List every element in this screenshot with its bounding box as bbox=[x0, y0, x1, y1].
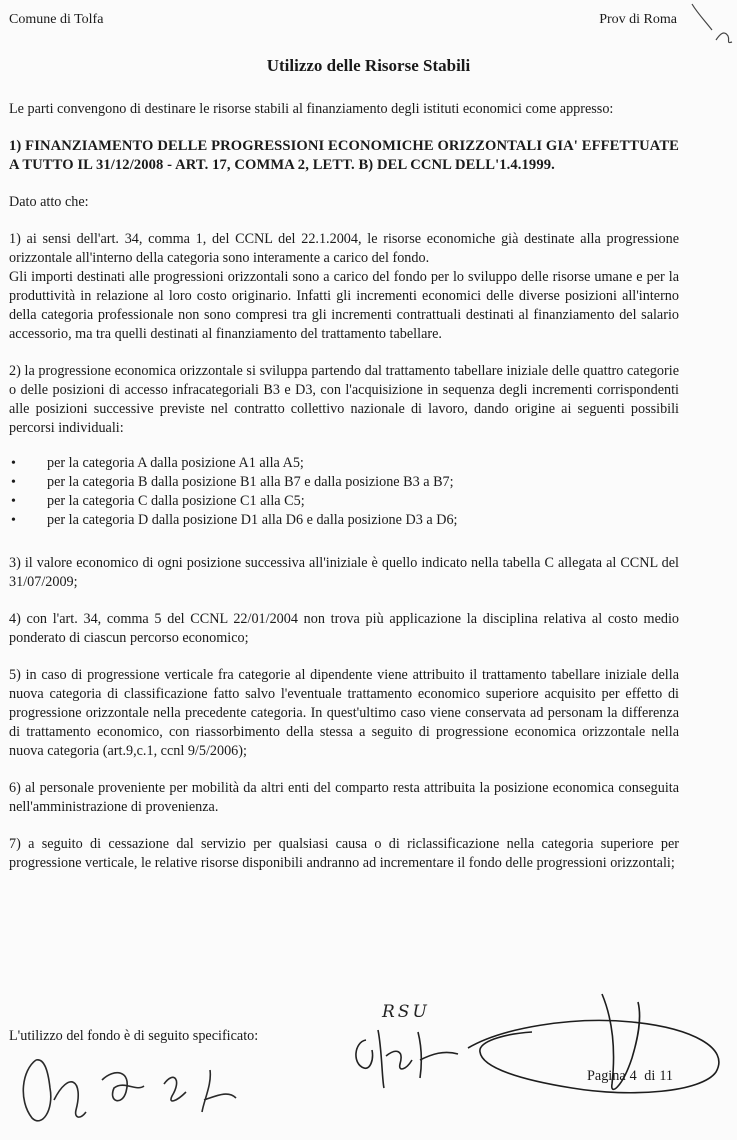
point-1-continuation: Gli importi destinati alle progressioni orizzontali sono a carico del fondo per lo sviluppo delle risorse umane e per la produttività in relazione al loro costo originario. Infatti gli incrementi economici delle diverse posizioni all'interno della categoria professionale non sono compresi tra gli incrementi contrattuali destinati al finanziamento del salario accessorio, ma tra quelli destinati al finanziamento del trattamento tabellare. bbox=[9, 269, 679, 342]
paragraph-point-1 bbox=[9, 230, 679, 344]
paragraph-point-6: 6) al personale proveniente per mobilità da altri enti del comparto resta attribuita la posizione economica conseguita nell'amministrazione di provenienza. bbox=[9, 780, 679, 815]
signature-right-loop bbox=[462, 988, 732, 1108]
signature-middle bbox=[348, 1020, 468, 1090]
page-total: 11 bbox=[659, 1068, 673, 1084]
page-word: Pagina bbox=[587, 1068, 626, 1084]
dato-atto-line: Dato atto che: bbox=[9, 194, 89, 210]
paragraph-point-5: 5) in caso di progressione verticale fra categorie al dipendente viene attribuito il trattamento tabellare iniziale della nuova categoria di classificazione fatto salvo l'eventuale trattamento economico superiore acquisito per effetto di progressione orizzontale nella precedente categoria. In quest'ultimo caso viene conservata ad personam la differenza di trattamento economico, con riassorbimento della stessa a seguito di progressione economica orizzontale nella nuova categoria (art.9,c.1, ccnl 9/5/2006); bbox=[9, 667, 679, 759]
paragraph-point-2: 2) la progressione economica orizzontale si sviluppa partendo dal trattamento tabellare iniziale delle quattro categorie o delle posizioni di accesso infracategoriali B3 e D3, con l'acquisizione in sequenza degli incrementi corrispondenti alle posizioni successive previste nel contratto collettivo nazionale di lavoro, dando origine ai seguenti possibili percorsi individuali: bbox=[9, 363, 679, 436]
page-current: 4 bbox=[629, 1068, 637, 1084]
list-item: • per la categoria B dalla posizione B1 alla B7 e dalla posizione B3 a B7; bbox=[9, 473, 679, 492]
point-1-text: 1) ai sensi dell'art. 34, comma 1, del CCNL del 22.1.2004, le risorse economiche già destinate alla progressione orizzontale all'interno della categoria sono interamente a carico del fondo. bbox=[9, 231, 679, 266]
list-item: • per la categoria A dalla posizione A1 alla A5; bbox=[9, 454, 679, 473]
rsu-handwritten-mark: RSU bbox=[382, 1002, 430, 1022]
header-province: Prov di Roma bbox=[599, 12, 677, 27]
document-body bbox=[9, 100, 679, 891]
list-item: • per la categoria C dalla posizione C1 alla C5; bbox=[9, 492, 679, 511]
page-number bbox=[587, 1068, 677, 1085]
paragraph-point-7: 7) a seguito di cessazione dal servizio per qualsiasi causa o di riclassificazione nella categoria superiore per progressione verticale, le relative risorse disponibili andranno ad incrementare il fondo delle progressioni orizzontali; bbox=[9, 836, 679, 871]
page-title: Utilizzo delle Risorse Stabili bbox=[266, 56, 471, 75]
fund-usage-line: L'utilizzo del fondo è di seguito specificato: bbox=[9, 1028, 259, 1044]
paragraph-point-3: 3) il valore economico di ogni posizione successiva all'iniziale è quello indicato nella tabella C allegata al CCNL del 31/07/2009; bbox=[9, 555, 679, 590]
section-heading: 1) FINANZIAMENTO DELLE PROGRESSIONI ECONOMICHE ORIZZONTALI GIA' EFFETTUATE A TUTTO IL 31/12/2008 - ART. 17, COMMA 2, LETT. B) DEL CCNL DELL'1.4.1999. bbox=[9, 138, 679, 173]
header-municipality: Comune di Tolfa bbox=[9, 12, 104, 27]
signature-left bbox=[14, 1040, 244, 1130]
category-list bbox=[9, 454, 679, 530]
intro-paragraph: Le parti convengono di destinare le risorse stabili al finanziamento degli istituti economici come appresso: bbox=[9, 101, 614, 117]
paragraph-point-4: 4) con l'art. 34, comma 5 del CCNL 22/01/2004 non trova più applicazione la disciplina relativa al costo medio ponderato di ciascun percorso economico; bbox=[9, 611, 679, 646]
list-item: • per la categoria D dalla posizione D1 alla D6 e dalla posizione D3 a D6; bbox=[9, 511, 679, 530]
page-sep: di bbox=[644, 1068, 656, 1084]
